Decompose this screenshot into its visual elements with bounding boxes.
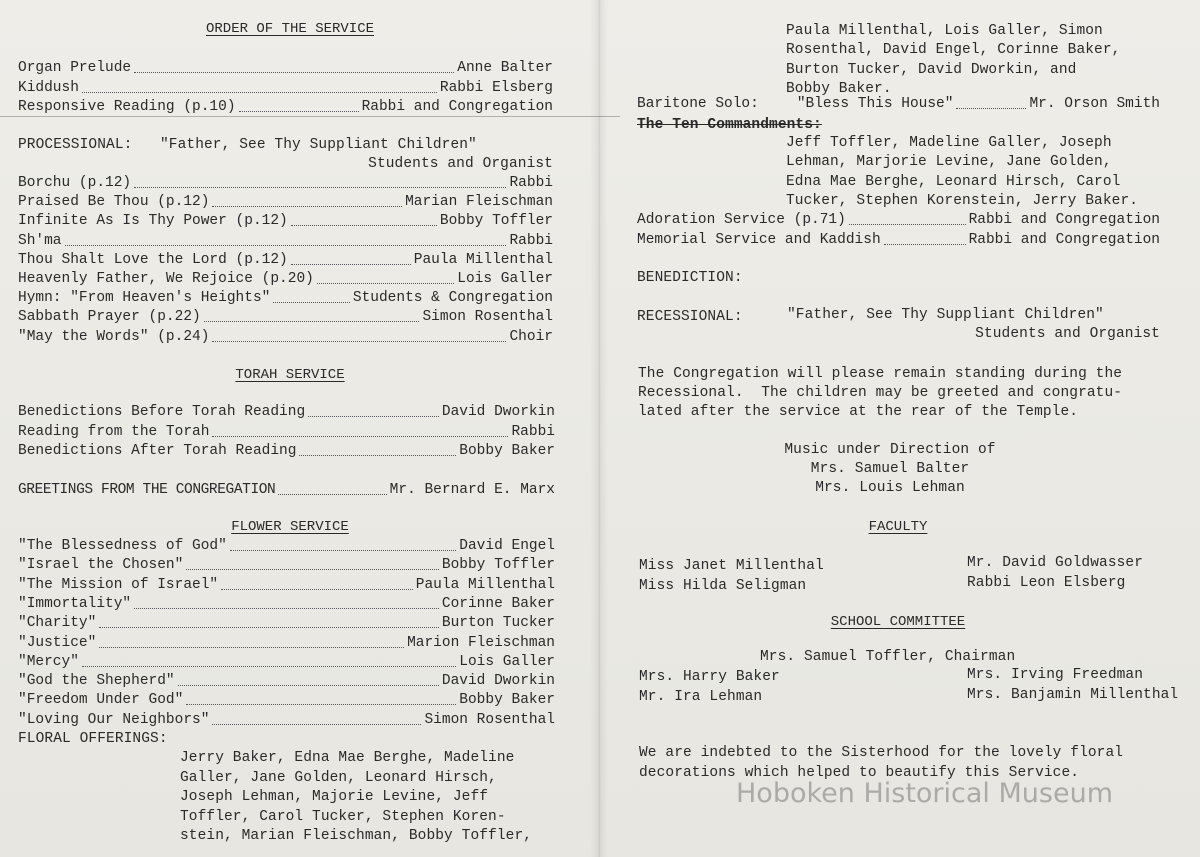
leader-dots [134,187,506,188]
row-value: Marion Fleischman [407,634,555,651]
row-value: Marian Fleischman [405,194,553,211]
leader-dots [308,416,439,417]
row-label: "Freedom Under God" [18,692,184,709]
row-value: Lois Galler [459,653,555,670]
recessional-label: RECESSIONAL: [637,309,743,325]
commandments-line: Jeff Toffler, Madeline Galler, Joseph [786,135,1112,151]
commandments-line: Edna Mae Berghe, Leonard Hirsch, Carol [786,173,1121,190]
row-label: Hymn: "From Heaven's Heights" [18,290,271,307]
floral-offerings-line: Burton Tucker, David Dworkin, and [786,61,1077,78]
leader-dots [239,111,359,112]
thanks-line: We are indebted to the Sisterhood for the lovely floral [639,745,1124,761]
processional-title: "Father, See Thy Suppliant Children" [160,137,477,153]
leader-dots [212,341,506,342]
floral-offerings-line: stein, Marian Fleischman, Bobby Toffler, [180,828,533,844]
row-label: Organ Prelude [18,60,132,76]
committee-name: Mrs. Irving Freedman [967,667,1144,683]
leader-dots [186,569,439,570]
music-line: Music under Direction of [784,442,996,458]
row-value: David Dworkin [441,404,555,420]
leader-dots [82,666,456,667]
row-value: Paula Millenthal [415,576,555,593]
leader-dots [317,283,454,284]
baritone-row [637,95,1160,113]
program-row [18,614,555,632]
processional-label: PROCESSIONAL: [18,137,133,153]
benediction-label: BENEDICTION: [637,270,743,286]
leader-dots [884,244,966,245]
flower-heading: FLOWER SERVICE [231,519,349,535]
program-row [18,711,555,729]
floral-offerings-line: Paula Millenthal, Lois Galler, Simon [786,23,1103,39]
leader-dots [278,494,386,495]
leader-dots [230,550,456,551]
committee-name: Mr. Ira Lehman [639,688,763,705]
program-row [18,595,555,613]
leader-dots [65,245,507,246]
row-label: Praised Be Thou (p.12) [18,194,210,211]
center-fold [590,0,608,857]
notice-line: Recessional. The children may be greeted and congratu- [638,385,1123,401]
watermark: Hoboken Historical Museum [736,778,1114,809]
program-row [18,98,553,116]
row-value: Simon Rosenthal [422,309,553,326]
leader-dots [186,704,456,705]
leader-dots [134,72,454,73]
row-label: Thou Shalt Love the Lord (p.12) [18,251,288,268]
floral-offerings-line: Bobby Baker. [786,80,892,97]
row-label: "Israel the Chosen" [18,557,184,574]
program-row [637,211,1160,229]
row-label: "Charity" [18,615,97,632]
row-value: Corinne Baker [441,595,555,612]
leader-dots [178,685,439,686]
program-row [18,232,553,250]
program-row [18,634,555,652]
faculty-name: Miss Hilda Seligman [639,577,807,594]
row-value: Rabbi Elsberg [439,79,553,96]
torah-heading: TORAH SERVICE [235,367,345,383]
committee-name: Mrs. Banjamin Millenthal [967,686,1179,703]
floral-offerings-line: Rosenthal, David Engel, Corinne Baker, [786,42,1121,59]
music-line: Mrs. Louis Lehman [815,480,965,496]
program-row [637,231,1160,249]
row-label: Kiddush [18,79,79,96]
row-value: David Dworkin [441,673,555,690]
program-row [18,556,555,574]
faculty-name: Miss Janet Millenthal [639,558,824,574]
program-row [18,537,555,555]
program-row [18,251,553,269]
faculty-heading: FACULTY [868,519,928,535]
program-row [18,423,555,441]
row-value: Anne Balter [457,60,553,76]
row-value: Rabbi [509,232,553,249]
program-row [18,442,555,460]
program-row [18,270,553,288]
row-value: Rabbi and Congregation [968,212,1160,228]
program-row [18,691,555,709]
music-line: Mrs. Samuel Balter [810,461,970,477]
row-value: Rabbi [509,175,553,191]
leader-dots [291,225,437,226]
floral-offerings-line: Joseph Lehman, Majorie Levine, Jeff [180,789,489,805]
leader-dots [273,302,350,303]
row-label: "May the Words" (p.24) [18,328,210,345]
row-value: Bobby Baker [459,692,555,709]
leader-dots [134,608,439,609]
row-label: "God the Shepherd" [18,673,175,690]
program-row [18,403,555,421]
row-value: Rabbi and Congregation [361,99,553,115]
row-label: Adoration Service (p.71) [637,212,846,228]
program-row [18,672,555,690]
program-row [18,576,555,594]
thanks-line: decorations which helped to beautify this Service. [639,765,1080,781]
row-label: Benedictions Before Torah Reading [18,404,306,420]
recessional-by: Students and Organist [975,326,1160,342]
greetings-label: GREETINGS FROM THE CONGREGATION [18,482,276,498]
program-row [18,174,553,192]
row-label: Reading from the Torah [18,423,210,440]
program-row [18,193,553,211]
commandments-line: Lehman, Marjorie Levine, Jane Golden, [786,154,1112,171]
committee-heading: SCHOOL COMMITTEE [830,614,966,630]
recessional-title: "Father, See Thy Suppliant Children" [787,307,1104,323]
program-row [18,79,553,97]
greetings-value: Mr. Bernard E. Marx [389,482,555,498]
faculty-name: Mr. David Goldwasser [967,555,1144,571]
row-value: David Engel [459,538,555,554]
row-label: Borchu (p.12) [18,175,132,191]
row-label: "The Blessedness of God" [18,538,227,554]
order-heading: ORDER OF THE SERVICE [205,21,375,37]
row-label: Responsive Reading (p.10) [18,99,236,115]
row-label: "Immortality" [18,595,132,612]
row-value: Bobby Baker [459,443,555,459]
floral-offerings-line: Jerry Baker, Edna Mae Berghe, Madeline [180,750,515,766]
row-value: Burton Tucker [441,615,555,632]
program-row [18,653,555,671]
paper-crease [0,116,620,117]
committee-name: Mrs. Harry Baker [639,669,780,685]
leader-dots [82,92,437,93]
program-row [18,212,553,230]
row-value: Choir [509,328,553,345]
row-label: Heavenly Father, We Rejoice (p.20) [18,271,314,287]
faculty-name: Rabbi Leon Elsberg [967,574,1126,591]
row-label: Sabbath Prayer (p.22) [18,309,201,326]
leader-dots [956,108,1026,109]
row-label: "Justice" [18,634,97,651]
row-label: Memorial Service and Kaddish [637,231,881,248]
row-label: "Mercy" [18,653,79,670]
notice-line: lated after the service at the rear of the Temple. [638,404,1079,420]
row-label: "The Mission of Israel" [18,576,219,593]
leader-dots [291,264,411,265]
leader-dots [99,627,439,628]
program-row [18,59,553,77]
baritone-song: "Bless This House" [796,96,954,112]
leader-dots [221,589,413,590]
program-row [18,289,553,307]
greetings-row-inner [18,481,555,499]
floral-offerings-line: Toffler, Carol Tucker, Stephen Koren- [180,808,506,825]
row-value: Bobby Toffler [441,557,555,574]
row-value: Simon Rosenthal [424,711,555,728]
leader-dots [299,455,456,456]
row-value: Paula Millenthal [413,251,553,268]
row-label: "Loving Our Neighbors" [18,711,210,728]
row-label: Sh'ma [18,232,62,249]
commandments-line: Tucker, Stephen Korenstein, Jerry Baker. [786,192,1139,209]
row-label: Infinite As Is Thy Power (p.12) [18,213,288,230]
leader-dots [99,647,404,648]
leader-dots [849,224,966,225]
notice-line: The Congregation will please remain standing during the [638,366,1123,382]
leader-dots [212,436,508,437]
row-value: Students & Congregation [352,290,553,307]
program-row [18,328,553,346]
row-value: Rabbi and Congregation [968,231,1160,248]
baritone-performer: Mr. Orson Smith [1029,96,1160,112]
baritone-label: Baritone Solo: [637,96,759,112]
committee-chair: Mrs. Samuel Toffler, Chairman [760,649,1016,665]
leader-dots [212,206,402,207]
row-value: Lois Galler [457,271,553,287]
leader-dots [204,321,420,322]
floral-offerings-line: Galler, Jane Golden, Leonard Hirsch, [180,769,497,786]
floral-offerings-label: FLORAL OFFERINGS: [18,731,168,747]
processional-by: Students and Organist [368,156,553,172]
row-label: Benedictions After Torah Reading [18,443,297,459]
row-value: Rabbi [511,423,555,440]
leader-dots [212,724,421,725]
row-value: Bobby Toffler [439,213,553,230]
program-row [18,308,553,326]
commandments-label: The Ten Commandments: [637,117,822,133]
